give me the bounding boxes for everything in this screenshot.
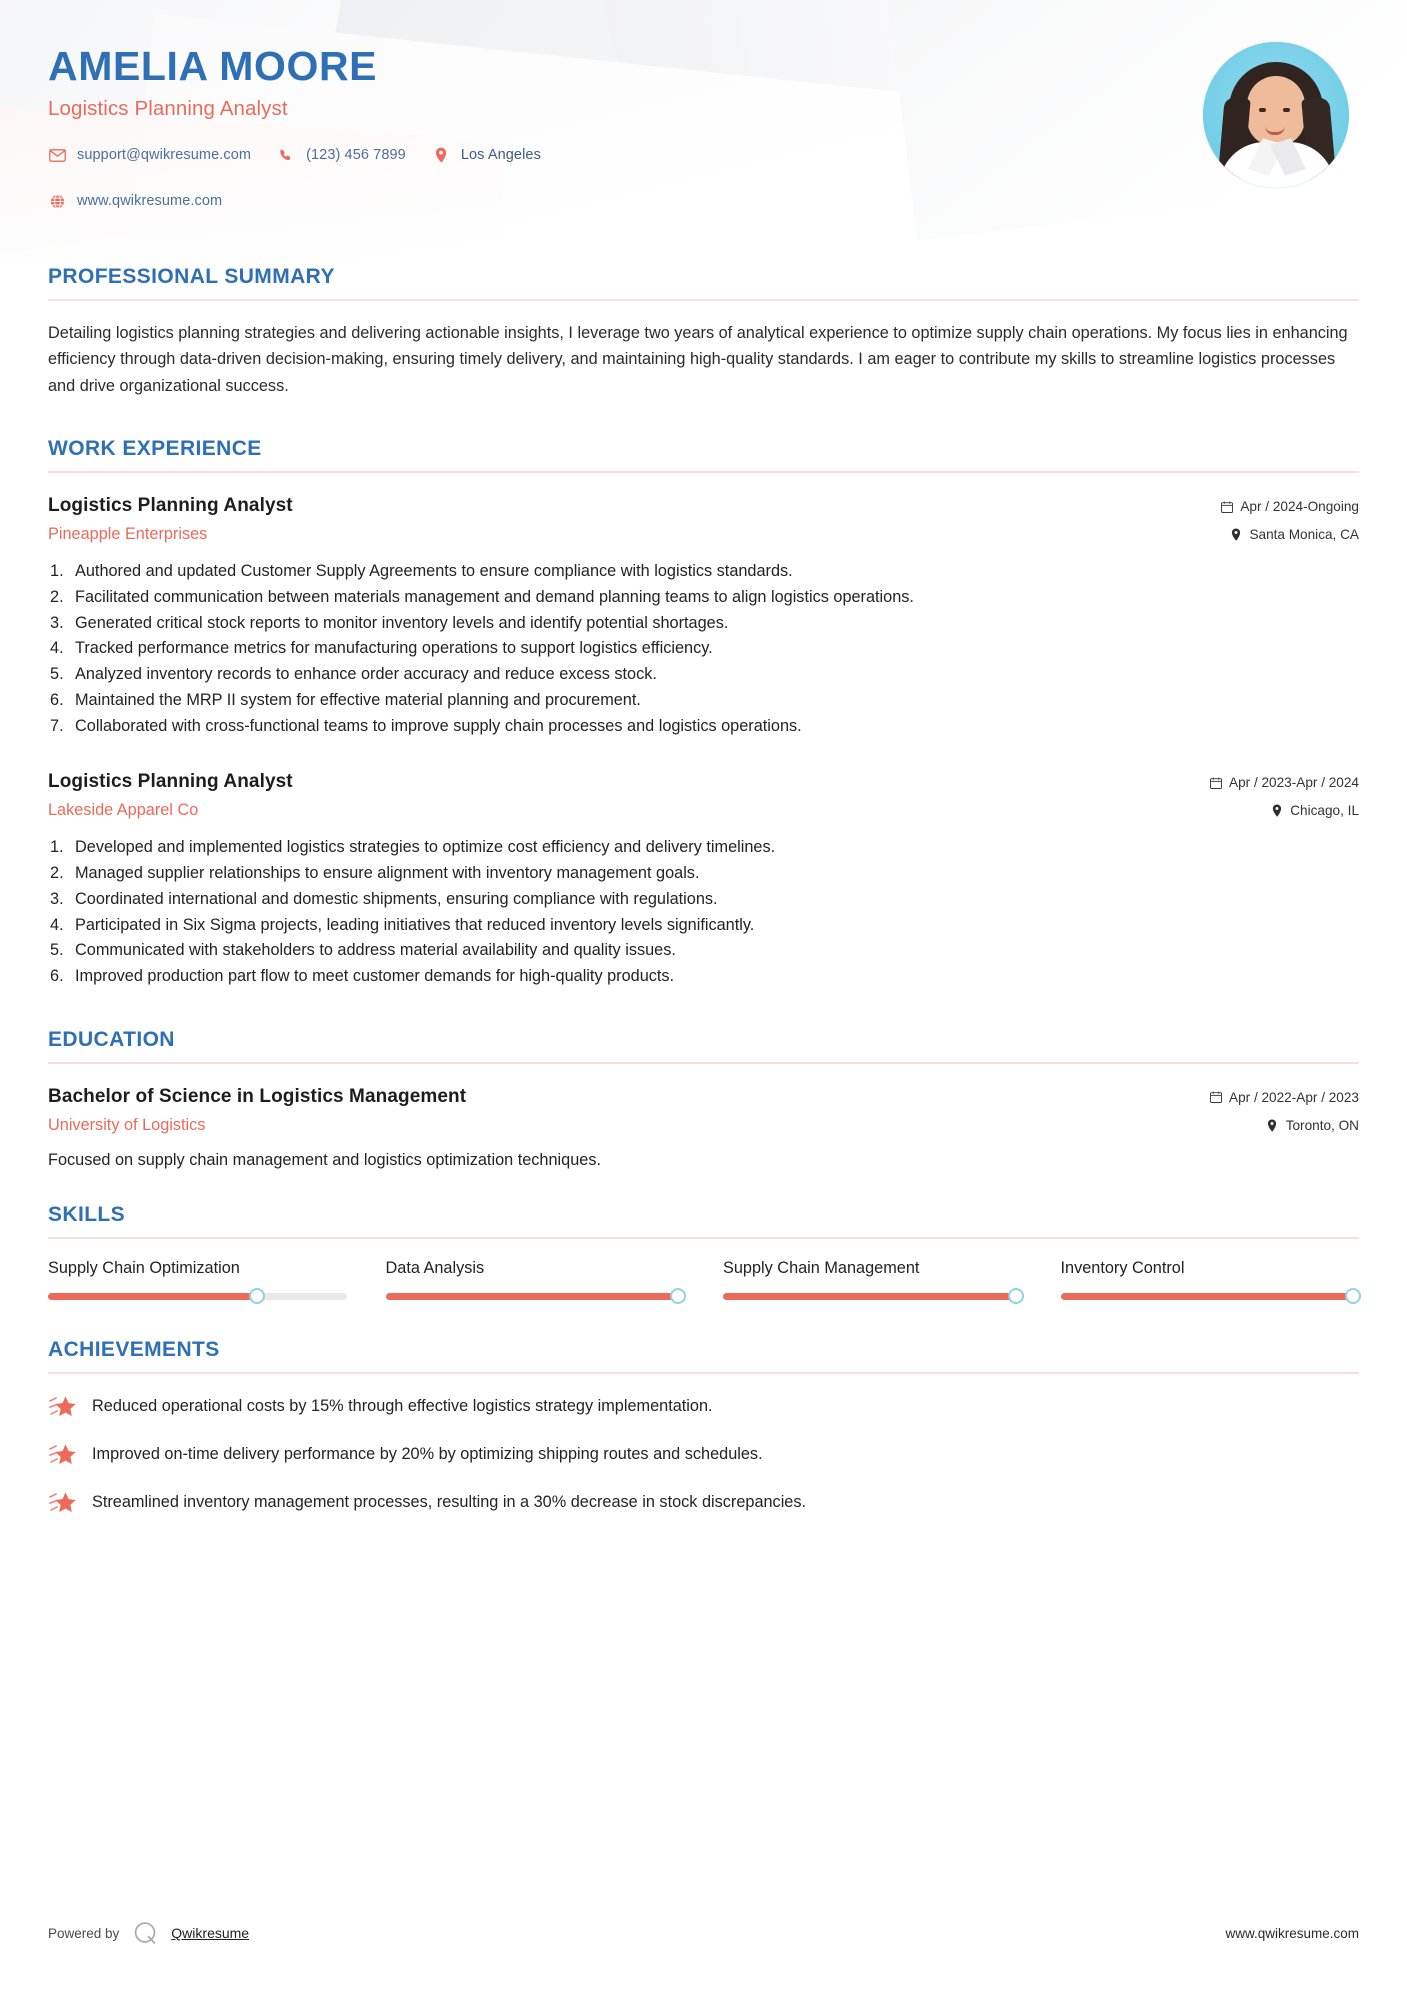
bullet-item: Collaborated with cross-functional teams to improve supply chain processes and logistics operations. [75,716,802,735]
contact-info [48,140,1359,216]
skill-progress-fill [1061,1293,1354,1300]
qwikresume-brand-link[interactable]: Qwikresume [171,1925,250,1941]
star-badge-icon [48,1443,78,1469]
education-dates-text: Apr / 2022-Apr / 2023 [1229,1089,1359,1105]
bullet-item: Communicated with stakeholders to address material availability and quality issues. [75,941,676,960]
company-name: Lakeside Apparel Co [48,801,199,820]
resume-header [0,0,1407,265]
envelope-icon [48,146,66,164]
bullet-item: Authored and updated Customer Supply Agreements to ensure compliance with logistics standards. [75,562,793,581]
bullet-item: Improved production part flow to meet customer demands for high-quality products. [75,966,675,985]
section-divider [48,471,1359,473]
achievement-text: Reduced operational costs by 15% through effective logistics strategy implementation. [92,1396,713,1415]
calendar-icon [1209,776,1222,789]
candidate-role: Logistics Planning Analyst [48,97,288,121]
contact-email-text: support@qwikresume.com [77,147,252,164]
job-dates-text: Apr / 2024-Ongoing [1240,499,1359,515]
contact-phone-text: (123) 456 7899 [306,147,406,164]
section-title-achievements: ACHIEVEMENTS [48,1337,220,1361]
contact-row-website [48,186,1359,216]
skill-progress-knob[interactable] [249,1288,265,1304]
education-description: Focused on supply chain management and logistics optimization techniques. [48,1150,601,1169]
job-location [1144,527,1359,542]
section-divider [48,1237,1359,1239]
skill-item [1061,1259,1360,1300]
skill-item [48,1259,347,1300]
job-location [1144,803,1359,818]
calendar-icon [1220,500,1233,513]
section-title-summary: PROFESSIONAL SUMMARY [48,265,335,288]
skill-label: Supply Chain Management [723,1258,920,1277]
star-badge-icon [48,1395,78,1421]
job-dates [1144,775,1359,790]
job-dates-text: Apr / 2023-Apr / 2024 [1229,775,1359,791]
phone-icon [277,146,295,164]
work-entry [48,495,1359,739]
job-title: Logistics Planning Analyst [48,495,293,517]
bullet-item: Tracked performance metrics for manufacturing operations to support logistics efficiency. [75,639,713,658]
bullet-item: Maintained the MRP II system for effective material planning and procurement. [75,690,641,709]
bullet-item: Coordinated international and domestic shipments, ensuring compliance with regulations. [75,889,718,908]
contact-phone[interactable] [277,146,406,164]
summary-text: Detailing logistics planning strategies and delivering actionable insights, I leverage two years of analytical experience to optimize supply chain operations. My focus lies in enhancing efficiency through data-driven decision-making, ensuring timely delivery, and maintaining high-quality standards. I am eager to contribute my skills to streamline logistics processes and drive organizational success. [48,324,1348,395]
degree-title: Bachelor of Science in Logistics Management [48,1085,467,1107]
education-location [1144,1118,1359,1133]
section-work-experience [48,437,1359,990]
page-footer [48,1920,1359,1946]
contact-location [432,146,541,164]
skill-progress-fill [723,1293,1016,1300]
skill-progress-bar [1061,1293,1360,1300]
work-entry [48,771,1359,989]
education-location-text: Toronto, ON [1285,1117,1359,1133]
bullet-item: Generated critical stock reports to monitor inventory levels and identify potential shortages. [75,613,729,632]
skills-grid [48,1259,1359,1300]
map-marker-icon [1270,804,1283,817]
footer-branding [48,1920,249,1946]
bullet-item: Developed and implemented logistics strategies to optimize cost efficiency and delivery timelines. [75,838,776,857]
skill-progress-fill [48,1293,257,1300]
skill-label: Supply Chain Optimization [48,1258,240,1277]
job-bullets [48,559,1359,739]
company-name: Pineapple Enterprises [48,525,208,544]
contact-website-text: www.qwikresume.com [77,193,223,210]
section-professional-summary [48,265,1359,399]
skill-progress-bar [723,1293,1022,1300]
achievement-item [48,1490,1359,1516]
job-location-text: Santa Monica, CA [1249,527,1359,543]
section-skills [48,1203,1359,1300]
contact-location-text: Los Angeles [460,147,541,164]
skill-progress-bar [48,1293,347,1300]
location-pin-icon [432,146,450,164]
section-education [48,1028,1359,1173]
contact-email[interactable] [48,146,251,164]
achievement-item [48,1442,1359,1468]
avatar-photo [1203,42,1349,188]
skill-progress-knob[interactable] [1008,1288,1024,1304]
skill-progress-knob[interactable] [1345,1288,1361,1304]
contact-website[interactable] [48,192,222,210]
section-title-work: WORK EXPERIENCE [48,437,262,461]
star-badge-icon [48,1491,78,1517]
skill-item [723,1259,1022,1300]
section-achievements [48,1338,1359,1516]
skill-progress-fill [386,1293,679,1300]
school-name: University of Logistics [48,1115,206,1134]
education-dates [1144,1090,1359,1105]
achievement-item [48,1394,1359,1420]
contact-row-primary [48,140,1359,170]
job-title: Logistics Planning Analyst [48,771,293,793]
achievement-text: Streamlined inventory management processes, resulting in a 30% decrease in stock discrepancies. [92,1492,807,1511]
section-title-skills: SKILLS [48,1202,126,1226]
avatar [1203,42,1349,188]
section-divider [48,299,1359,301]
skill-progress-knob[interactable] [670,1288,686,1304]
bullet-item: Participated in Six Sigma projects, leading initiatives that reduced inventory levels significantly. [75,915,755,934]
job-dates [1144,499,1359,514]
powered-by-label: Powered by [48,1925,120,1941]
achievements-list [48,1394,1359,1516]
calendar-icon [1209,1091,1222,1104]
map-marker-icon [1229,528,1242,541]
skill-progress-bar [386,1293,685,1300]
bullet-item: Managed supplier relationships to ensure alignment with inventory management goals. [75,864,700,883]
skill-label: Data Analysis [385,1258,485,1277]
job-bullets [48,835,1359,989]
bullet-item: Analyzed inventory records to enhance order accuracy and reduce excess stock. [75,665,657,684]
candidate-name: AMELIA MOORE [48,43,378,89]
job-location-text: Chicago, IL [1290,803,1359,819]
bullet-item: Facilitated communication between materials management and demand planning teams to align logistics operations. [75,587,914,606]
section-divider [48,1062,1359,1064]
section-title-education: EDUCATION [48,1027,175,1051]
education-entry [48,1086,1359,1173]
skill-item [386,1259,685,1300]
section-divider [48,1372,1359,1374]
achievement-text: Improved on-time delivery performance by 20% by optimizing shipping routes and schedules. [92,1444,763,1463]
globe-icon [48,192,66,210]
skill-label: Inventory Control [1060,1258,1185,1277]
footer-website[interactable]: www.qwikresume.com [1225,1925,1359,1941]
qwikresume-logo-icon [133,1920,159,1946]
map-marker-icon [1266,1119,1279,1132]
